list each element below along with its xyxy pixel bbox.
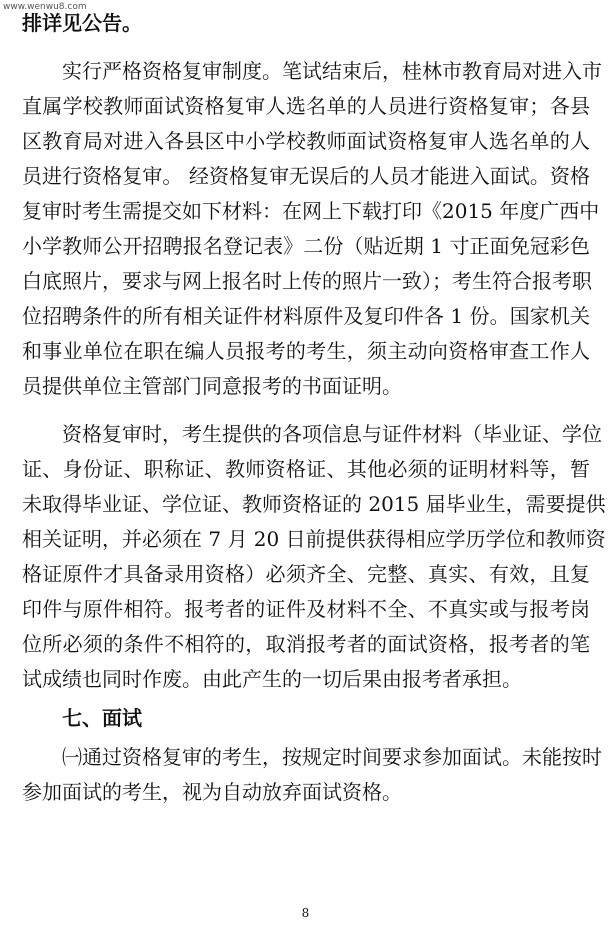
paragraph-line: 白底照片，要求与网上报名时上传的照片一致）；考生符合报考职 [22,269,592,293]
paragraph-line: 资格复审时，考生提供的各项信息与证件材料（毕业证、学位 [62,422,602,446]
paragraph-line: 实行严格资格复审制度。笔试结束后，桂林市教育局对进入市 [62,59,602,83]
watermark-text: www.wenwu8.com [3,2,87,12]
paragraph-line: 位招聘条件的所有相关证件材料原件及复印件各 1 份。国家机关 [22,304,590,328]
page-number: 8 [301,906,310,920]
paragraph-line: 相关证明，并必须在 7 月 20 日前提供获得相应学历学位和教师资 [22,527,606,551]
section-heading-interview: 七、面试 [62,706,142,730]
paragraph-line: 参加面试的考生，视为自动放弃面试资格。 [22,780,402,804]
paragraph-line: 小学教师公开招聘报名登记表》二份（贴近期 1 寸正面免冠彩色 [22,234,590,258]
paragraph-line: 格证原件才具备录用资格）必须齐全、完整、真实、有效，且复 [22,562,590,586]
paragraph-line: ㈠通过资格复审的考生，按规定时间要求参加面试。未能按时 [62,745,602,769]
paragraph-line: 证、身份证、职称证、教师资格证、其他必须的证明材料等，暂 [22,457,590,481]
paragraph-line: 未取得毕业证、学位证、教师资格证的 2015 届毕业生，需要提供 [22,492,606,516]
paragraph-line: 区教育局对进入各县区中小学校教师面试资格复审人选名单的人 [22,129,590,153]
top-fragment: 排详见公告。 [22,11,142,35]
paragraph-line: 复审时考生需提交如下材料：在网上下载打印《2015 年度广西中 [22,199,600,223]
paragraph-line: 员提供单位主管部门同意报考的书面证明。 [22,374,402,398]
paragraph-line: 员进行资格复审。 经资格复审无误后的人员才能进入面试。资格 [22,164,590,188]
paragraph-line: 直属学校教师面试资格复审人选名单的人员进行资格复审；各县 [22,94,590,118]
paragraph-line: 印件与原件相符。报考者的证件及材料不全、不真实或与报考岗 [22,597,590,621]
paragraph-line: 和事业单位在职在编人员报考的考生，须主动向资格审查工作人 [22,339,590,363]
paragraph-line: 位所必须的条件不相符的，取消报考者的面试资格，报考者的笔 [22,632,590,656]
paragraph-line: 试成绩也同时作废。由此产生的一切后果由报考者承担。 [22,667,522,691]
